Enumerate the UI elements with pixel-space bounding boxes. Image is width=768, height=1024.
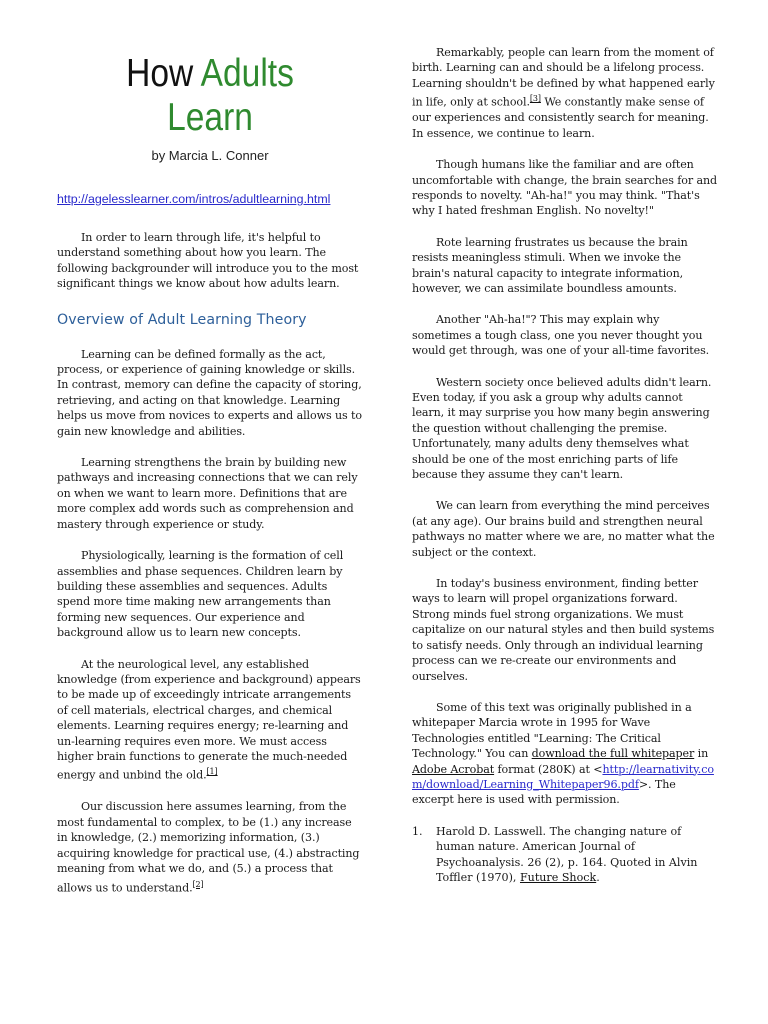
paragraph-neurological <box>57 657 363 784</box>
paragraph-neurological-text: At the neurological level, any established knowledge (from experience and background) appears to be made up of exceedingly intricate arrangements of cell materials, electrical charges, and chemical elements. Learning requires energy; re-learning and un-learning requires even more. We must access higher brain functions to generate the much-needed energy and unbind the old. <box>57 657 361 783</box>
section-heading: Overview of Adult Learning Theory <box>57 311 307 328</box>
intro-paragraph: In order to learn through life, it's helpful to understand something about how you learn. The following backgrounder will introduce you to the most significant things we know about how adults learn. <box>57 231 359 291</box>
paragraph-physiology: Physiologically, learning is the formation of cell assemblies and phase sequences. Children learn by building these assemblies and sequences. Adults spend more time making new arrangements than forming new sequences. Our experience and background allow us to learn new concepts. <box>57 549 344 640</box>
paragraph-birth-text-b: We constantly make sense of our experiences and consistently search for meaning. In essence, we continue to learn. <box>412 95 709 140</box>
paragraph-whitepaper <box>412 700 718 808</box>
paragraph-novelty: Though humans like the familiar and are often uncomfortable with change, the brain searches for and responds to novelty. "Ah-ha!" you may think. "That's why I hated freshman English. No novelty!" <box>412 158 718 218</box>
source-url-link[interactable] <box>57 191 363 207</box>
paragraph-western: Western society once believed adults didn't learn. Even today, if you ask a group why adults cannot learn, it may surprise you how many begin answering the question without challenging the premise. Unfortunately, many adults deny themselves what should be one of the most enriching parts of life because they assume they can't learn. <box>412 375 712 482</box>
paragraph-birth-text-a: Remarkably, people can learn from the moment of birth. Learning can and should be a lifelong process. Learning shouldn't be defined by what happened early in life, only at school. <box>412 46 715 109</box>
right-column <box>412 0 718 885</box>
left-column <box>57 0 363 896</box>
download-whitepaper-link[interactable]: download the full whitepaper <box>531 747 695 761</box>
paragraph-strengthens: Learning strengthens the brain by building new pathways and increasing connections that we can rely on when we want to learn more. Definitions that are more complex add words such as comprehension and mastery through experience or study. <box>57 456 358 531</box>
title-adults: Adults <box>200 52 294 95</box>
paragraph-discussion-text: Our discussion here assumes learning, from the most fundamental to complex, to be (1.) any increase in knowledge, (2.) memorizing information, (3.) acquiring knowledge for practical use, (4.) abstracting meaning from what we do, and (5.) a process that allows us to understand. <box>57 800 360 895</box>
footnote-1 <box>412 824 718 886</box>
footnote-ref-3[interactable]: [3] <box>529 94 541 104</box>
author-byline: by Marcia L. Conner <box>151 148 269 163</box>
footnote-ref-2[interactable]: [2] <box>192 879 204 889</box>
paragraph-ahha: Another "Ah-ha!"? This may explain why sometimes a tough class, one you never thought you would get through, was one of your all-time favorites. <box>412 313 710 358</box>
paragraph-business: In today's business environment, finding better ways to learn will propel organizations forward. Strong minds fuel strong organizations. We must capitalize on our natural styles and then build systems to satisfy needs. Only through an individual learning process can we re-create our environments and ourselves. <box>412 577 715 683</box>
footnote-ref-1[interactable]: [1] <box>206 767 218 777</box>
future-shock-link[interactable]: Future Shock <box>519 870 597 884</box>
whitepaper-text-2: in <box>694 747 709 761</box>
paragraph-perceives: We can learn from everything the mind perceives (at any age). Our brains build and strengthen neural pathways no matter where we are, no matter what the subject or the context. <box>412 499 715 559</box>
whitepaper-text-1: Some of this text was originally published in a whitepaper Marcia wrote in 1995 for Wave Technologies entitled "Learning: The Critical Technology." You can <box>412 700 692 761</box>
paragraph-definition: Learning can be defined formally as the act, process, or experience of gaining knowledge or skills. In contrast, memory can define the capacity of storing, retrieving, and acting on that knowledge. Learning helps us move from novices to experts and allows us to gain new knowledge and abilities. <box>57 347 362 438</box>
whitepaper-text-3: format (280K) at < <box>494 762 603 776</box>
footnote-end: . <box>596 870 600 884</box>
adobe-acrobat-link[interactable]: Adobe Acrobat <box>412 762 495 776</box>
source-url[interactable]: http://agelesslearner.com/intros/adultlearning.html <box>57 192 331 206</box>
paragraph-rote: Rote learning frustrates us because the brain resists meaningless stimuli. When we invoke the brain's natural capacity to integrate information, however, we can assimilate boundless amounts. <box>412 235 688 295</box>
footnote-body <box>436 824 718 886</box>
paragraph-birth <box>412 45 718 141</box>
page-title <box>78 52 341 140</box>
whitepaper-url-link[interactable]: http://learnativity.com/download/Learning_Whitepaper96.pdf <box>412 762 714 791</box>
whitepaper-text-4: >. The excerpt here is used with permission. <box>412 777 676 807</box>
title-learn: Learn <box>167 96 253 139</box>
footnote-number: 1. <box>412 824 423 838</box>
footnote-text: Harold D. Lasswell. The changing nature of human nature. American Journal of Psychoanalysis. 26 (2), p. 164. Quoted in Alvin Toffler (1970), <box>436 824 698 884</box>
title-how: How <box>126 52 201 95</box>
paragraph-discussion <box>57 799 363 895</box>
